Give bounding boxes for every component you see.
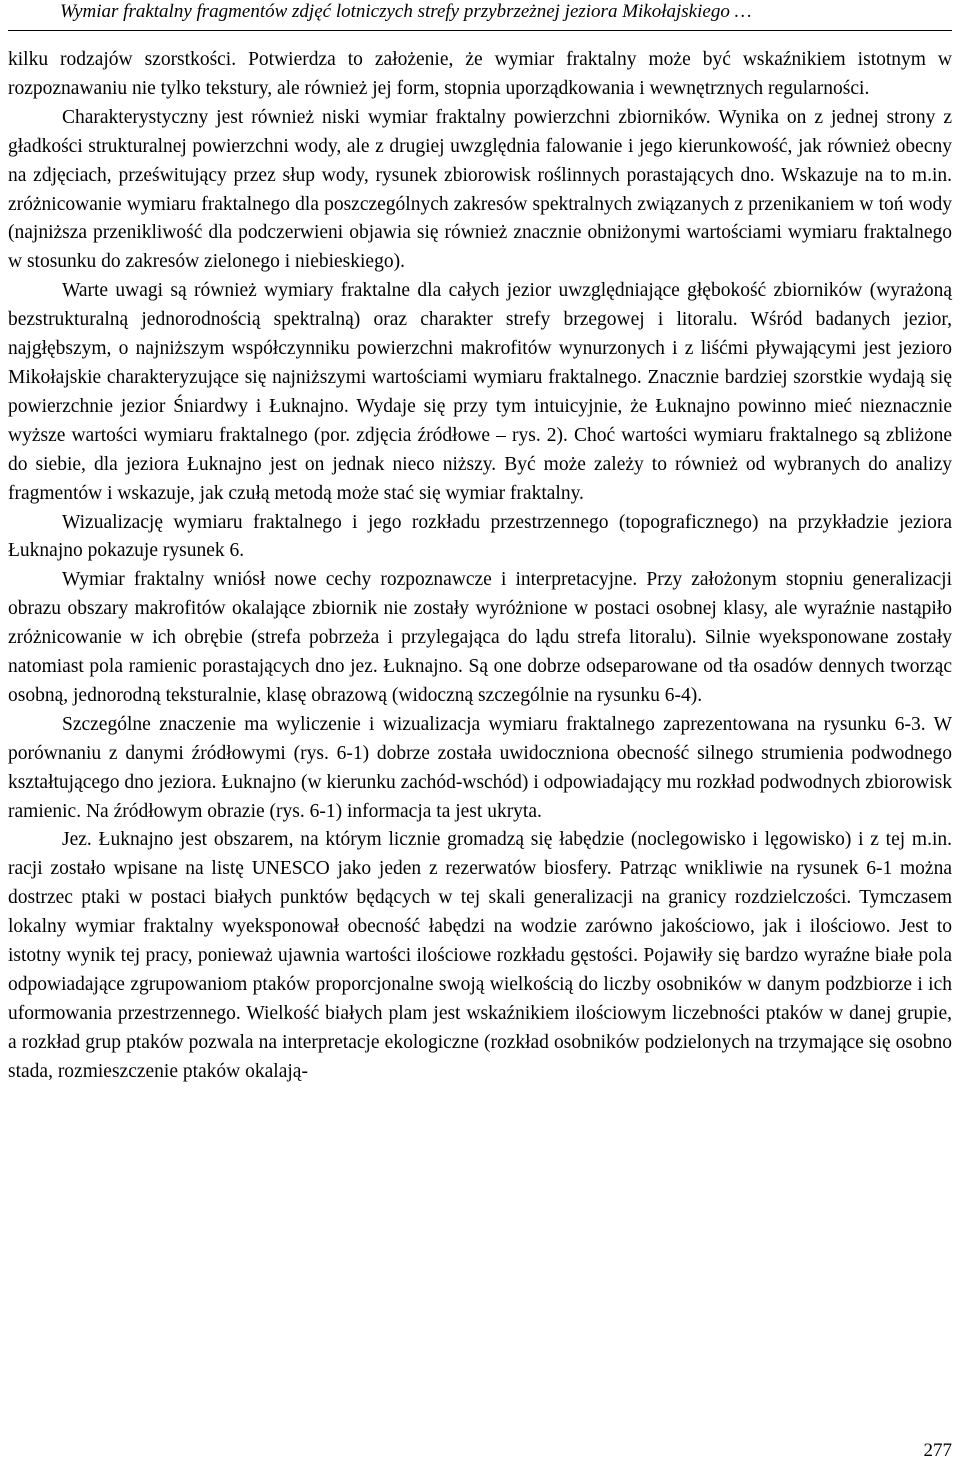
paragraph-7: Jez. Łuknajno jest obszarem, na którym licznie gromadzą się łabędzie (noclegowisko i lęgowisko) i z tej m.in. racji zostało wpisane na listę UNESCO jako jeden z rezerwatów biosfery. Patrząc wnikliwie na rysunek 6-1 można dostrzec ptaki w postaci białych punktów będących w tej skali generalizacji na granicy rozdzielczości. Tymczasem lokalny wymiar fraktalny wyeksponował obecność łabędzi na wodzie zarówno jakościowo, jak i ilościowo. Jest to istotny wynik tej pracy, ponieważ ujawnia wartości ilościowe rozkładu gęstości. Pojawiły się bardzo wyraźne białe pola odpowiadające zgrupowaniom ptaków proporcjonalne swoją wielkością do liczby osobników w danym podzbiorze i ich uformowania przestrzennego. Wielkość białych plam jest wskaźnikiem ilościowym liczebności ptaków w danej grupie, a rozkład grup ptaków pozwala na interpretacje ekologiczne (rozkład osobników podzielonych na trzymające się osobno stada, rozmieszczenie ptaków okalają- xyxy=(8,829,952,1082)
paragraph-5: Wymiar fraktalny wniósł nowe cechy rozpoznawcze i interpretacyjne. Przy założonym stopniu generalizacji obrazu obszary makrofitów okalające zbiornik nie zostały wyróżnione w postaci osobnej klasy, ale wyraźnie nastąpiło zróżnicowanie w ich obrębie (strefa pobrzeża i przylegająca do lądu strefa litoralu). Silnie wyeksponowane zostały natomiast pola ramienic porastających dno jez. Łuknajno. Są one dobrze odseparowane od tła osadów dennych tworząc osobną, jednorodną teksturalnie, klasę obrazową (widoczną szczególnie na rysunku 6-4). xyxy=(8,569,952,706)
running-header xyxy=(8,0,952,31)
paragraph-2: Charakterystyczny jest również niski wymiar fraktalny powierzchni zbiorników. Wynika on z jednej strony z gładkości strukturalnej powierzchni wody, ale z drugiej uwzględnia falowanie i jego kierunkowość, jak również obecny na zdjęciach, prześwitujący przez słup wody, rysunek zbiorowisk roślinnych porastających dno. Wskazuje na to m.in. zróżnicowanie wymiaru fraktalnego dla poszczególnych zakresów spektralnych związanych z przenikaniem w toń wody (najniższa przenikliwość dla podczerwieni objawia się również znacznie obniżonymi wartościami wymiaru fraktalnego w stosunku do zakresów zielonego i niebieskiego). xyxy=(8,106,952,273)
paragraph-6: Szczególne znaczenie ma wyliczenie i wizualizacja wymiaru fraktalnego zaprezentowana na rysunku 6-3. W porównaniu z danymi źródłowymi (rys. 6-1) dobrze została uwidoczniona obecność silnego strumienia podwodnego kształtującego dno jeziora. Łuknajno (w kierunku zachód-wschód) i odpowiadający mu rozkład podwodnych zbiorowisk ramienic. Na źródłowym obrazie (rys. 6-1) informacja ta jest ukryta. xyxy=(8,713,952,822)
paragraph-4: Wizualizację wymiaru fraktalnego i jego rozkładu przestrzennego (topograficznego) na przykładzie jeziora Łuknajno pokazuje rysunek 6. xyxy=(8,511,952,562)
paragraph-1: kilku rodzajów szorstkości. Potwierdza to założenie, że wymiar fraktalny może być wskaźnikiem istotnym w rozpoznawaniu nie tylko tekstury, ale również jej form, stopnia uporządkowania i wewnętrznych regularności. xyxy=(8,49,952,99)
page-number: 277 xyxy=(923,1440,952,1461)
header-title: Wymiar fraktalny fragmentów zdjęć lotniczych strefy przybrzeżnej jeziora Mikołajskiego … xyxy=(60,1,752,22)
body-text xyxy=(8,46,952,1087)
paragraph-3: Warte uwagi są również wymiary fraktalne dla całych jezior uwzględniające głębokość zbiorników (wyrażoną bezstrukturalną jednorodnością spektralną) oraz charakter strefy brzegowej i litoralu. Wśród badanych jezior, najgłębszym, o najniższym współczynniku powierzchni makrofitów wynurzonych i z liśćmi pływającymi jest jezioro Mikołajskie charakteryzujące się najniższymi wartościami wymiaru fraktalnego. Znacznie bardziej szorstkie wydają się powierzchnie jezior Śniardwy i Łuknajno. Wydaje się przy tym intuicyjnie, że Łuknajno powinno mieć nieznacznie wyższe wartości wymiaru fraktalnego (por. zdjęcia źródłowe – rys. 2). Choć wartości wymiaru fraktalnego są zbliżone do siebie, dla jeziora Łuknajno jest on jednak nieco niższy. Być może zależy to również od wybranych do analizy fragmentów i wskazuje, jak czułą metodą może stać się wymiar fraktalny. xyxy=(8,280,952,504)
